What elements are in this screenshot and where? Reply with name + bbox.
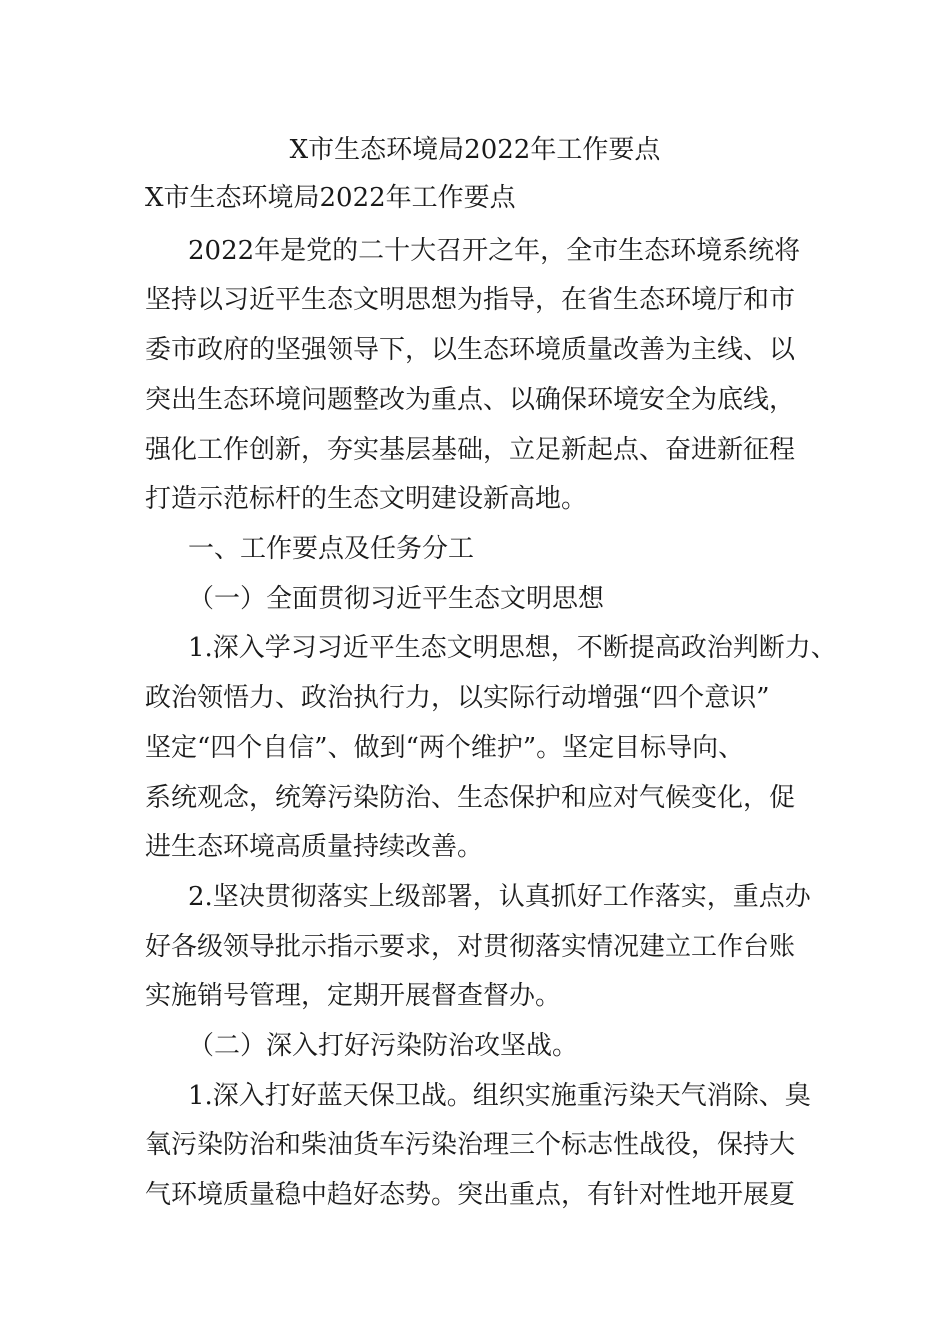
document-title: X市生态环境局2022年工作要点 (289, 135, 661, 165)
subsection-heading: （二）深入打好污染防治攻坚战。 (188, 1031, 579, 1061)
paragraph-line: 2.坚决贯彻落实上级部署，认真抓好工作落实，重点办 (188, 882, 811, 912)
paragraph-line: 氧污染防治和柴油货车污染治理三个标志性战役，保持大 (145, 1130, 796, 1160)
paragraph-line: 实施销号管理，定期开展督查督办。 (145, 981, 562, 1011)
paragraph-line: 好各级领导批示指示要求，对贯彻落实情况建立工作台账 (145, 932, 796, 962)
paragraph-line: 1.深入打好蓝天保卫战。组织实施重污染天气消除、臭 (188, 1081, 811, 1111)
paragraph-line: 系统观念，统筹污染防治、生态保护和应对气候变化，促 (145, 783, 796, 813)
subsection-heading: （一）全面贯彻习近平生态文明思想 (188, 584, 605, 614)
paragraph-line: 1.深入学习习近平生态文明思想，不断提高政治判断力、 (188, 633, 837, 663)
paragraph-line: 突出生态环境问题整改为重点、以确保环境安全为底线， (145, 385, 796, 415)
paragraph-line: 2022年是党的二十大召开之年，全市生态环境系统将 (188, 236, 801, 266)
section-heading: 一、工作要点及任务分工 (188, 534, 475, 564)
paragraph-line: 委市政府的坚强领导下，以生态环境质量改善为主线、以 (145, 335, 796, 365)
paragraph-line: 坚持以习近平生态文明思想为指导，在省生态环境厅和市 (145, 285, 796, 315)
paragraph-line: 强化工作创新，夯实基层基础，立足新起点、奋进新征程 (145, 435, 796, 465)
paragraph-line: 气环境质量稳中趋好态势。突出重点，有针对性地开展夏 (145, 1180, 796, 1210)
paragraph-line: 政治领悟力、政治执行力，以实际行动增强“四个意识” (145, 683, 770, 713)
paragraph-line: 进生态环境高质量持续改善。 (145, 832, 484, 862)
document-subtitle: X市生态环境局2022年工作要点 (145, 183, 516, 213)
paragraph-line: 打造示范标杆的生态文明建设新高地。 (145, 484, 588, 514)
paragraph-line: 坚定“四个自信”、做到“两个维护”。坚定目标导向、 (145, 733, 745, 763)
